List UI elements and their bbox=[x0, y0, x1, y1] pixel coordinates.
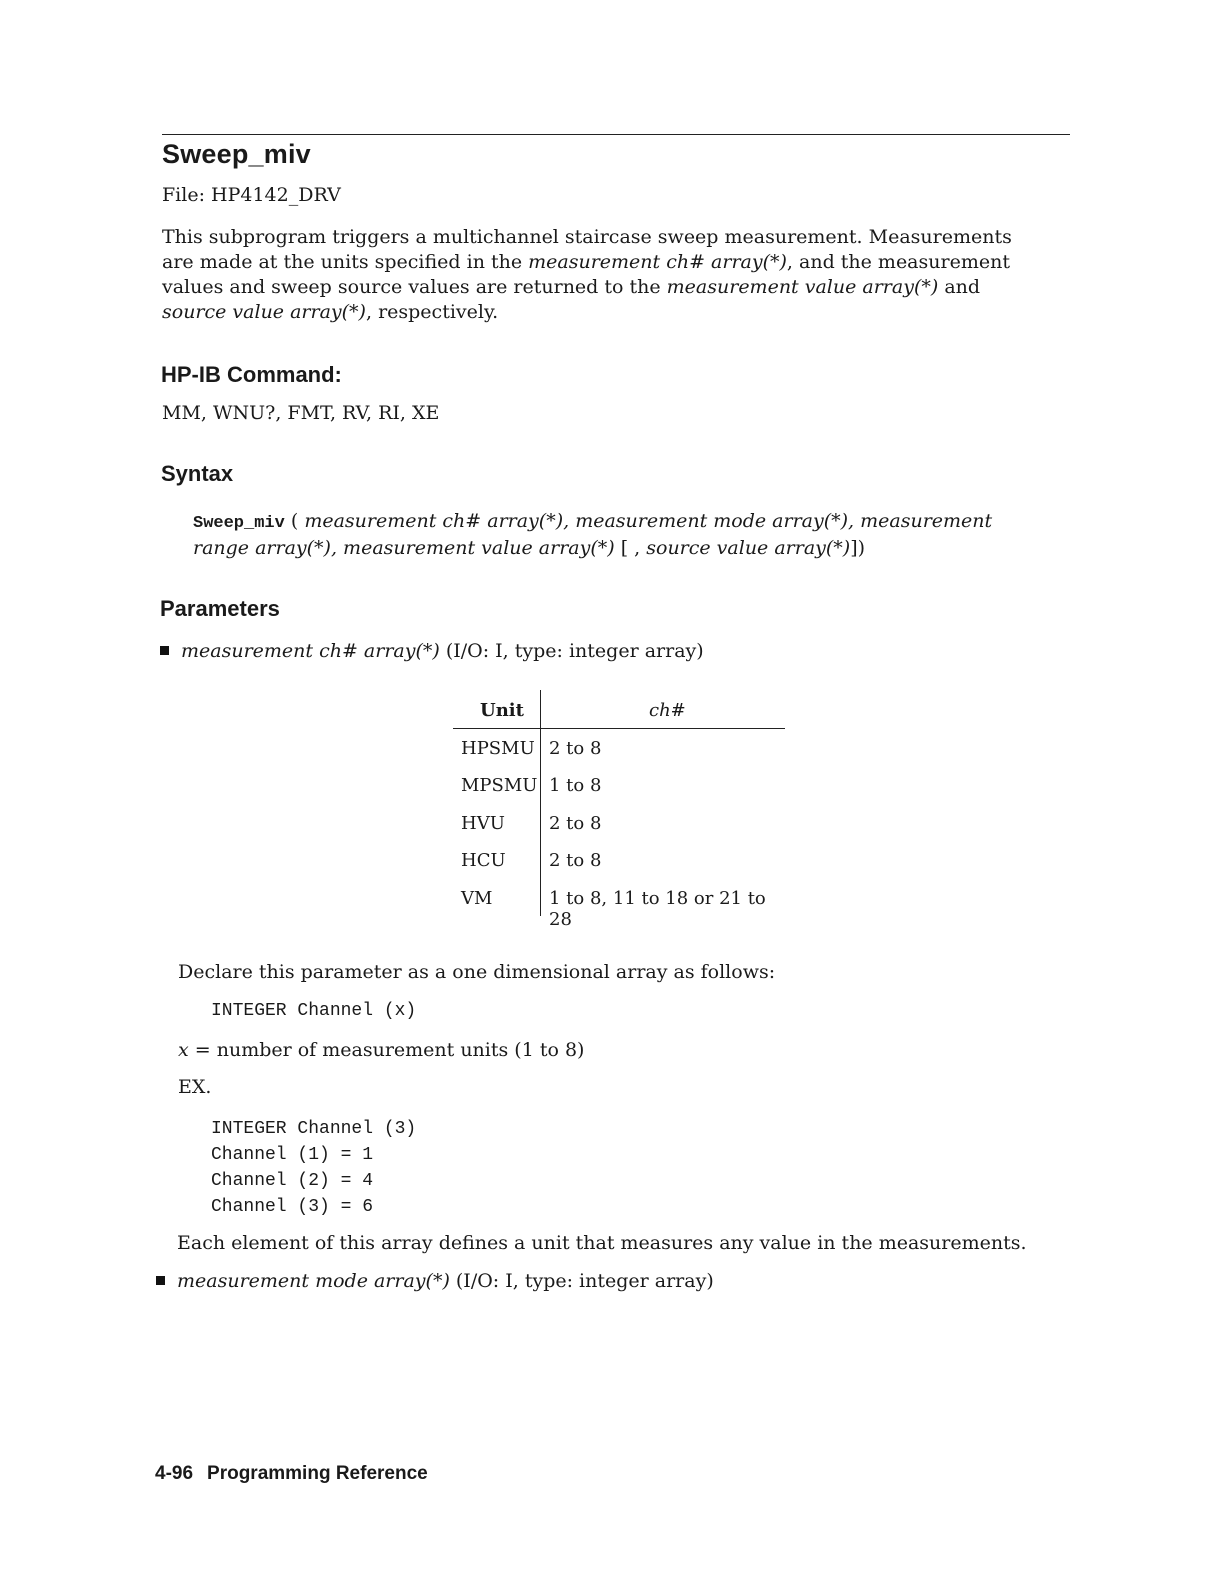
example-label: EX. bbox=[178, 1076, 212, 1098]
table-cell-ch: 2 to 8 bbox=[549, 850, 602, 871]
parameters-heading: Parameters bbox=[160, 596, 280, 621]
code-line: Channel (3) = 6 bbox=[211, 1197, 374, 1217]
table-header-unit: Unit bbox=[480, 700, 524, 721]
x-definition: x = number of measurement units (1 to 8) bbox=[178, 1039, 585, 1061]
table-header-rule bbox=[453, 728, 785, 729]
hpib-commands: MM, WNU?, FMT, RV, RI, XE bbox=[162, 402, 440, 424]
syntax-args: measurement ch# array(*), measurement mode array(*), measurement range array(*), measurement value array(*) bbox=[193, 510, 993, 559]
intro-paragraph: This subprogram triggers a multichannel staircase sweep measurement. Measurements are made at the units specified in the measurement ch# array(*), and the measurement values and sweep source values are returned to the measurement value array(*) and source value array(*), respectively. bbox=[162, 226, 1012, 323]
table-cell-unit: VM bbox=[461, 888, 493, 909]
code-example bbox=[211, 1116, 416, 1220]
table-cell-ch: 2 to 8 bbox=[549, 813, 602, 834]
file-line: File: HP4142_DRV bbox=[162, 184, 341, 206]
page-footer bbox=[155, 1463, 428, 1485]
bullet-icon bbox=[160, 646, 169, 655]
page-number: 4-96 bbox=[155, 1463, 194, 1484]
intro-param-values: measurement value array(*) bbox=[666, 276, 939, 298]
page-title: Sweep_miv bbox=[162, 139, 311, 169]
code-line: Channel (2) = 4 bbox=[211, 1171, 374, 1191]
code-line: Channel (1) = 1 bbox=[211, 1145, 374, 1165]
footer-section: Programming Reference bbox=[207, 1463, 428, 1484]
hpib-heading: HP-IB Command: bbox=[161, 362, 342, 387]
param-item-channels: measurement ch# array(*) (I/O: I, type: integer array) bbox=[160, 639, 704, 664]
bullet-icon bbox=[156, 1276, 165, 1285]
table-cell-unit: HVU bbox=[461, 813, 505, 834]
element-description: Each element of this array defines a unit that measures any value in the measurements. bbox=[177, 1232, 1027, 1254]
table-cell-ch: 2 to 8 bbox=[549, 738, 602, 759]
syntax-optional-arg: source value array(*) bbox=[646, 537, 851, 559]
intro-param-source: source value array(*) bbox=[162, 301, 366, 323]
table-vertical-rule bbox=[540, 690, 541, 916]
channel-table bbox=[453, 690, 787, 930]
table-cell-unit: MPSMU bbox=[461, 775, 538, 796]
syntax-keyword: Sweep_miv bbox=[193, 514, 285, 533]
declare-text: Declare this parameter as a one dimensional array as follows: bbox=[178, 961, 776, 983]
title-rule bbox=[162, 134, 1070, 135]
table-cell-ch: 1 to 8 bbox=[549, 775, 602, 796]
table-cell-unit: HCU bbox=[461, 850, 506, 871]
intro-param-channels: measurement ch# array(*) bbox=[528, 251, 787, 273]
table-header-ch: ch# bbox=[649, 700, 686, 721]
code-declaration: INTEGER Channel (x) bbox=[211, 1001, 417, 1021]
code-line: INTEGER Channel (3) bbox=[211, 1119, 417, 1139]
syntax-block: Sweep_miv ( measurement ch# array(*), measurement mode array(*), measurement range array(*), measurement value array(*) [ , source value array(*)]) bbox=[193, 510, 993, 559]
table-cell-ch: 1 to 8, 11 to 18 or 21 to 28 bbox=[549, 888, 766, 930]
syntax-heading: Syntax bbox=[161, 461, 234, 486]
param-item-mode: measurement mode array(*) (I/O: I, type: integer array) bbox=[156, 1269, 714, 1294]
table-cell-unit: HPSMU bbox=[461, 738, 535, 759]
